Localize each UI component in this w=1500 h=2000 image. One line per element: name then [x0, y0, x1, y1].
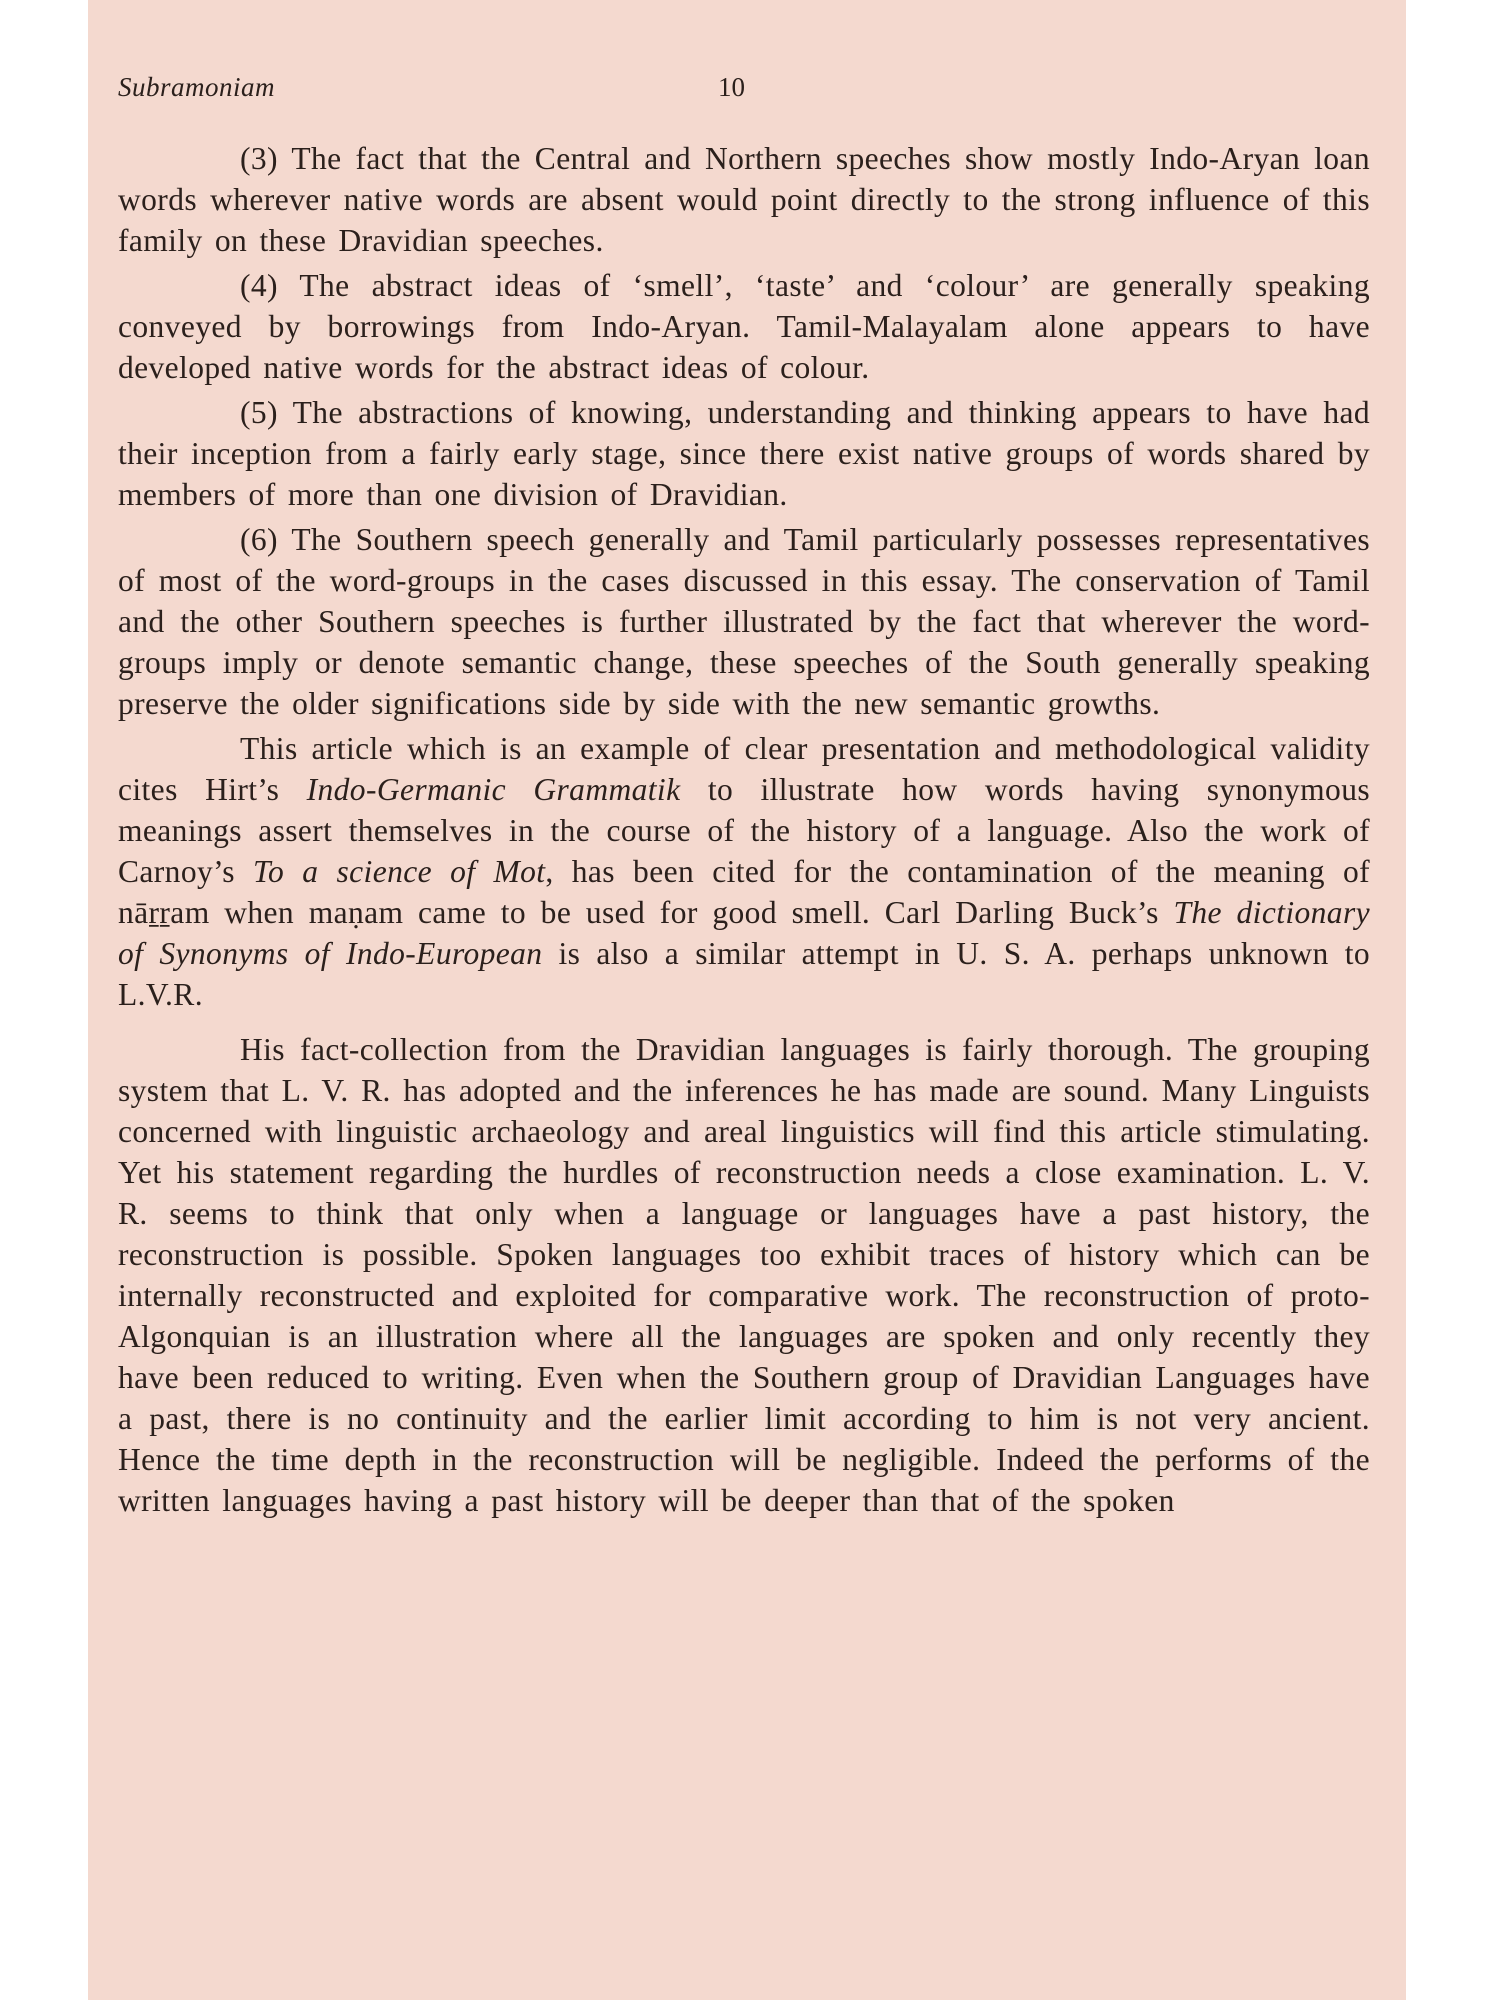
page-number: 10	[718, 72, 745, 102]
running-head: Subramoniam	[118, 72, 276, 102]
review-text-1: This article which is an example of clear presentation and methodological validity cites Hirt’s	[118, 731, 1370, 807]
title-indo-germanic-grammatik: Indo-Germanic Grammatik	[306, 772, 681, 807]
review-text-4: is also a similar attempt in U. S. A. perhaps unknown to L.V.R.	[118, 936, 1370, 1012]
paragraph-review-presentation	[118, 728, 1370, 1015]
paragraph-point-3: (3) The fact that the Central and Northern speeches show mostly Indo-Aryan loan words wherever native words are absent would point directly to the strong influence of this family on these Dravidian speeches.	[118, 141, 1370, 258]
paragraph-point-5: (5) The abstractions of knowing, understanding and thinking appears to have had their inception from a fairly early stage, since there exist native groups of words shared by members of more than one division of Dravidian.	[118, 395, 1370, 512]
body-text	[118, 138, 1370, 1521]
title-dictionary-of-synonyms: The dictionary of Synonyms of Indo-European	[118, 895, 1370, 971]
review-text-3: , has been cited for the contamination of the meaning of nāṟṟam when maṇam came to be used for good smell. Carl Darling Buck’s	[118, 854, 1371, 930]
document-page	[88, 0, 1406, 2000]
title-to-a-science-of-mot: To a science of Mot	[253, 854, 546, 889]
review-text-2: to illustrate how words having synonymous meanings assert themselves in the course of the history of a language. Also the work of Carnoy’s	[118, 772, 1370, 889]
page-header	[118, 72, 1370, 116]
paragraph-point-4: (4) The abstract ideas of ‘smell’, ‘taste’ and ‘colour’ are generally speaking conveyed by borrowings from Indo-Aryan. Tamil-Malayalam alone appears to have developed native words for the abstract ideas of colour.	[118, 268, 1370, 385]
paragraph-point-6: (6) The Southern speech generally and Tamil particularly possesses representatives of most of the word-groups in the cases discussed in this essay. The conservation of Tamil and the other Southern speeches is further illustrated by the fact that wherever the word-groups imply or denote semantic change, these speeches of the South generally speaking preserve the older significations side by side with the new semantic growths.	[118, 522, 1370, 721]
paragraph-review-reconstruction: His fact-collection from the Dravidian languages is fairly thorough. The grouping system that L. V. R. has adopted and the inferences he has made are sound. Many Linguists concerned with linguistic archaeology and areal linguistics will find this article stimulating. Yet his statement regarding the hurdles of reconstruction needs a close examination. L. V. R. seems to think that only when a language or languages have a past history, the reconstruction is possible. Spoken languages too exhibit traces of history which can be internally reconstructed and exploited for comparative work. The reconstruction of proto-Algonquian is an illustration where all the languages are spoken and only recently they have been reduced to writing. Even when the Southern group of Dravidian Languages have a past, there is no continuity and the earlier limit according to him is not very ancient. Hence the time depth in the reconstruction will be negligible. Indeed the performs of the written languages having a past history will be deeper than that of the spoken	[118, 1032, 1370, 1518]
